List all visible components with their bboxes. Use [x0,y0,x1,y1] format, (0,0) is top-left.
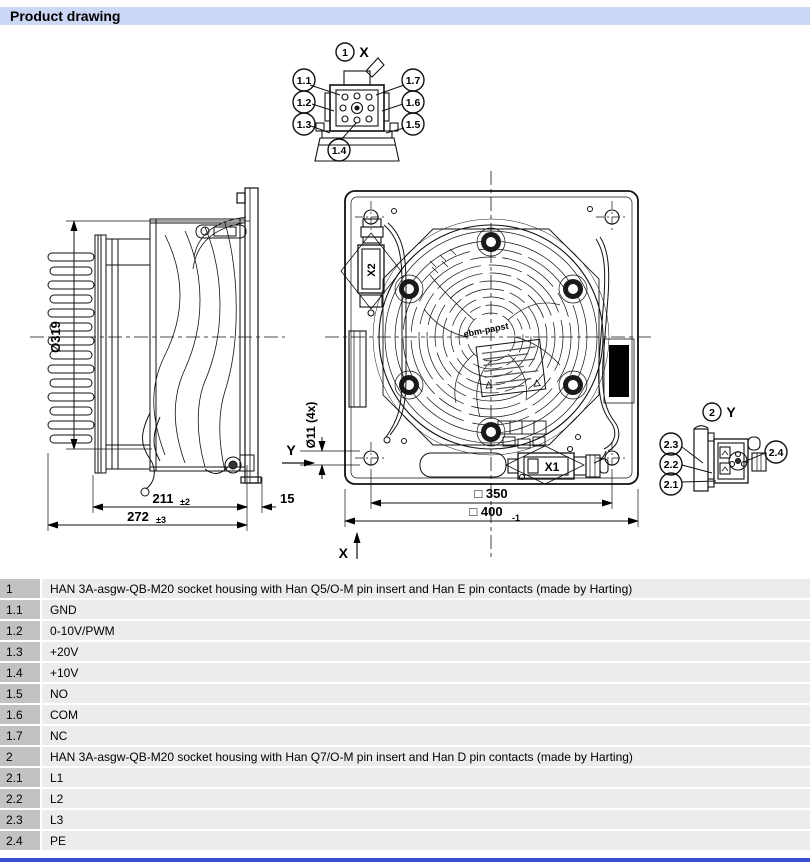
table-row [0,810,810,829]
row-id: 1.6 [0,705,40,724]
mounting-plate-side [237,188,261,483]
table-row [0,831,810,850]
header-bar [0,7,810,25]
row-desc: +20V [42,642,810,661]
page-title: Product drawing [10,8,121,24]
callout-2-4: 2.4 [768,447,784,459]
callout-2-1: 2.1 [663,479,679,491]
callout-1-3: 1.3 [296,119,312,131]
detail-1-number: 1 [342,47,348,59]
svg-text:Ø11 (4x): Ø11 (4x) [304,401,318,449]
svg-text:±2: ±2 [180,497,190,507]
row-desc: COM [42,705,810,724]
table-row [0,705,810,724]
svg-text:Ø319: Ø319 [48,321,63,353]
row-id: 2.4 [0,831,40,850]
row-id: 2 [0,747,40,766]
pin-table [0,579,810,850]
row-desc: L2 [42,789,810,808]
svg-text:272: 272 [127,509,149,524]
brand-label: ebm-papst [462,320,510,340]
drawing-svg [0,25,810,579]
connector-x2 [341,219,401,407]
front-view [282,171,655,561]
table-row [0,768,810,787]
row-id: 2.2 [0,789,40,808]
row-id: 1.3 [0,642,40,661]
svg-text:□ 350: □ 350 [474,486,508,501]
row-desc: GND [42,600,810,619]
impeller-side [150,219,245,471]
terminal-blocks [498,421,546,448]
table-row [0,663,810,682]
bottom-bar [0,858,810,862]
row-id: 1.2 [0,621,40,640]
table-row [0,747,810,766]
table-row [0,642,810,661]
table-row [0,726,810,745]
callout-1-7: 1.7 [405,75,421,87]
svg-text:X: X [338,545,348,561]
table-row [0,600,810,619]
svg-text:-1: -1 [512,513,521,523]
callout-2-2: 2.2 [663,459,679,471]
motor-block [95,235,150,473]
table-row [0,684,810,703]
row-id: 1.7 [0,726,40,745]
side-view [30,188,294,531]
callout-1-1: 1.1 [296,75,312,87]
side-cables [141,413,254,496]
callout-1-4: 1.4 [331,145,347,157]
callout-1-5: 1.5 [405,119,421,131]
connector-detail-2 [660,403,787,495]
svg-text:X1: X1 [544,460,560,474]
svg-text:211: 211 [152,491,174,506]
svg-text:X2: X2 [366,263,378,277]
row-desc: 0-10V/PWM [42,621,810,640]
row-desc: NO [42,684,810,703]
detail-2-number: 2 [709,407,715,419]
callout-1-6: 1.6 [405,97,421,109]
svg-text:15: 15 [280,491,295,506]
row-desc: L1 [42,768,810,787]
table-row [0,621,810,640]
detail-1-axis: X [359,44,369,60]
rating-label [476,339,546,396]
svg-text:□ 400: □ 400 [469,504,503,519]
callout-2-3: 2.3 [663,439,679,451]
row-id: 1.5 [0,684,40,703]
row-id: 2.3 [0,810,40,829]
dimension-272 [48,453,247,531]
row-desc: L3 [42,810,810,829]
svg-text:±3: ±3 [156,515,166,525]
table-row [0,789,810,808]
detail-2-axis: Y [726,404,736,420]
table-row [0,579,810,598]
row-desc: PE [42,831,810,850]
row-id: 1.1 [0,600,40,619]
technical-drawing [0,25,810,579]
dimension-15 [233,477,294,513]
row-id: 1.4 [0,663,40,682]
svg-text:Y: Y [286,442,296,458]
axis-x-arrow [339,533,357,561]
row-id: 2.1 [0,768,40,787]
connector-detail-1 [293,43,424,161]
dimension-211 [93,465,247,531]
row-desc: HAN 3A-asgw-QB-M20 socket housing with Han Q7/O-M pin insert and Han D pin contacts (made by Harting) [42,747,810,766]
row-desc: +10V [42,663,810,682]
handle-slot [420,453,506,477]
row-id: 1 [0,579,40,598]
row-desc: NC [42,726,810,745]
row-desc: HAN 3A-asgw-QB-M20 socket housing with Han Q5/O-M pin insert and Han E pin contacts (made by Harting) [42,579,810,598]
callout-1-2: 1.2 [296,97,312,109]
